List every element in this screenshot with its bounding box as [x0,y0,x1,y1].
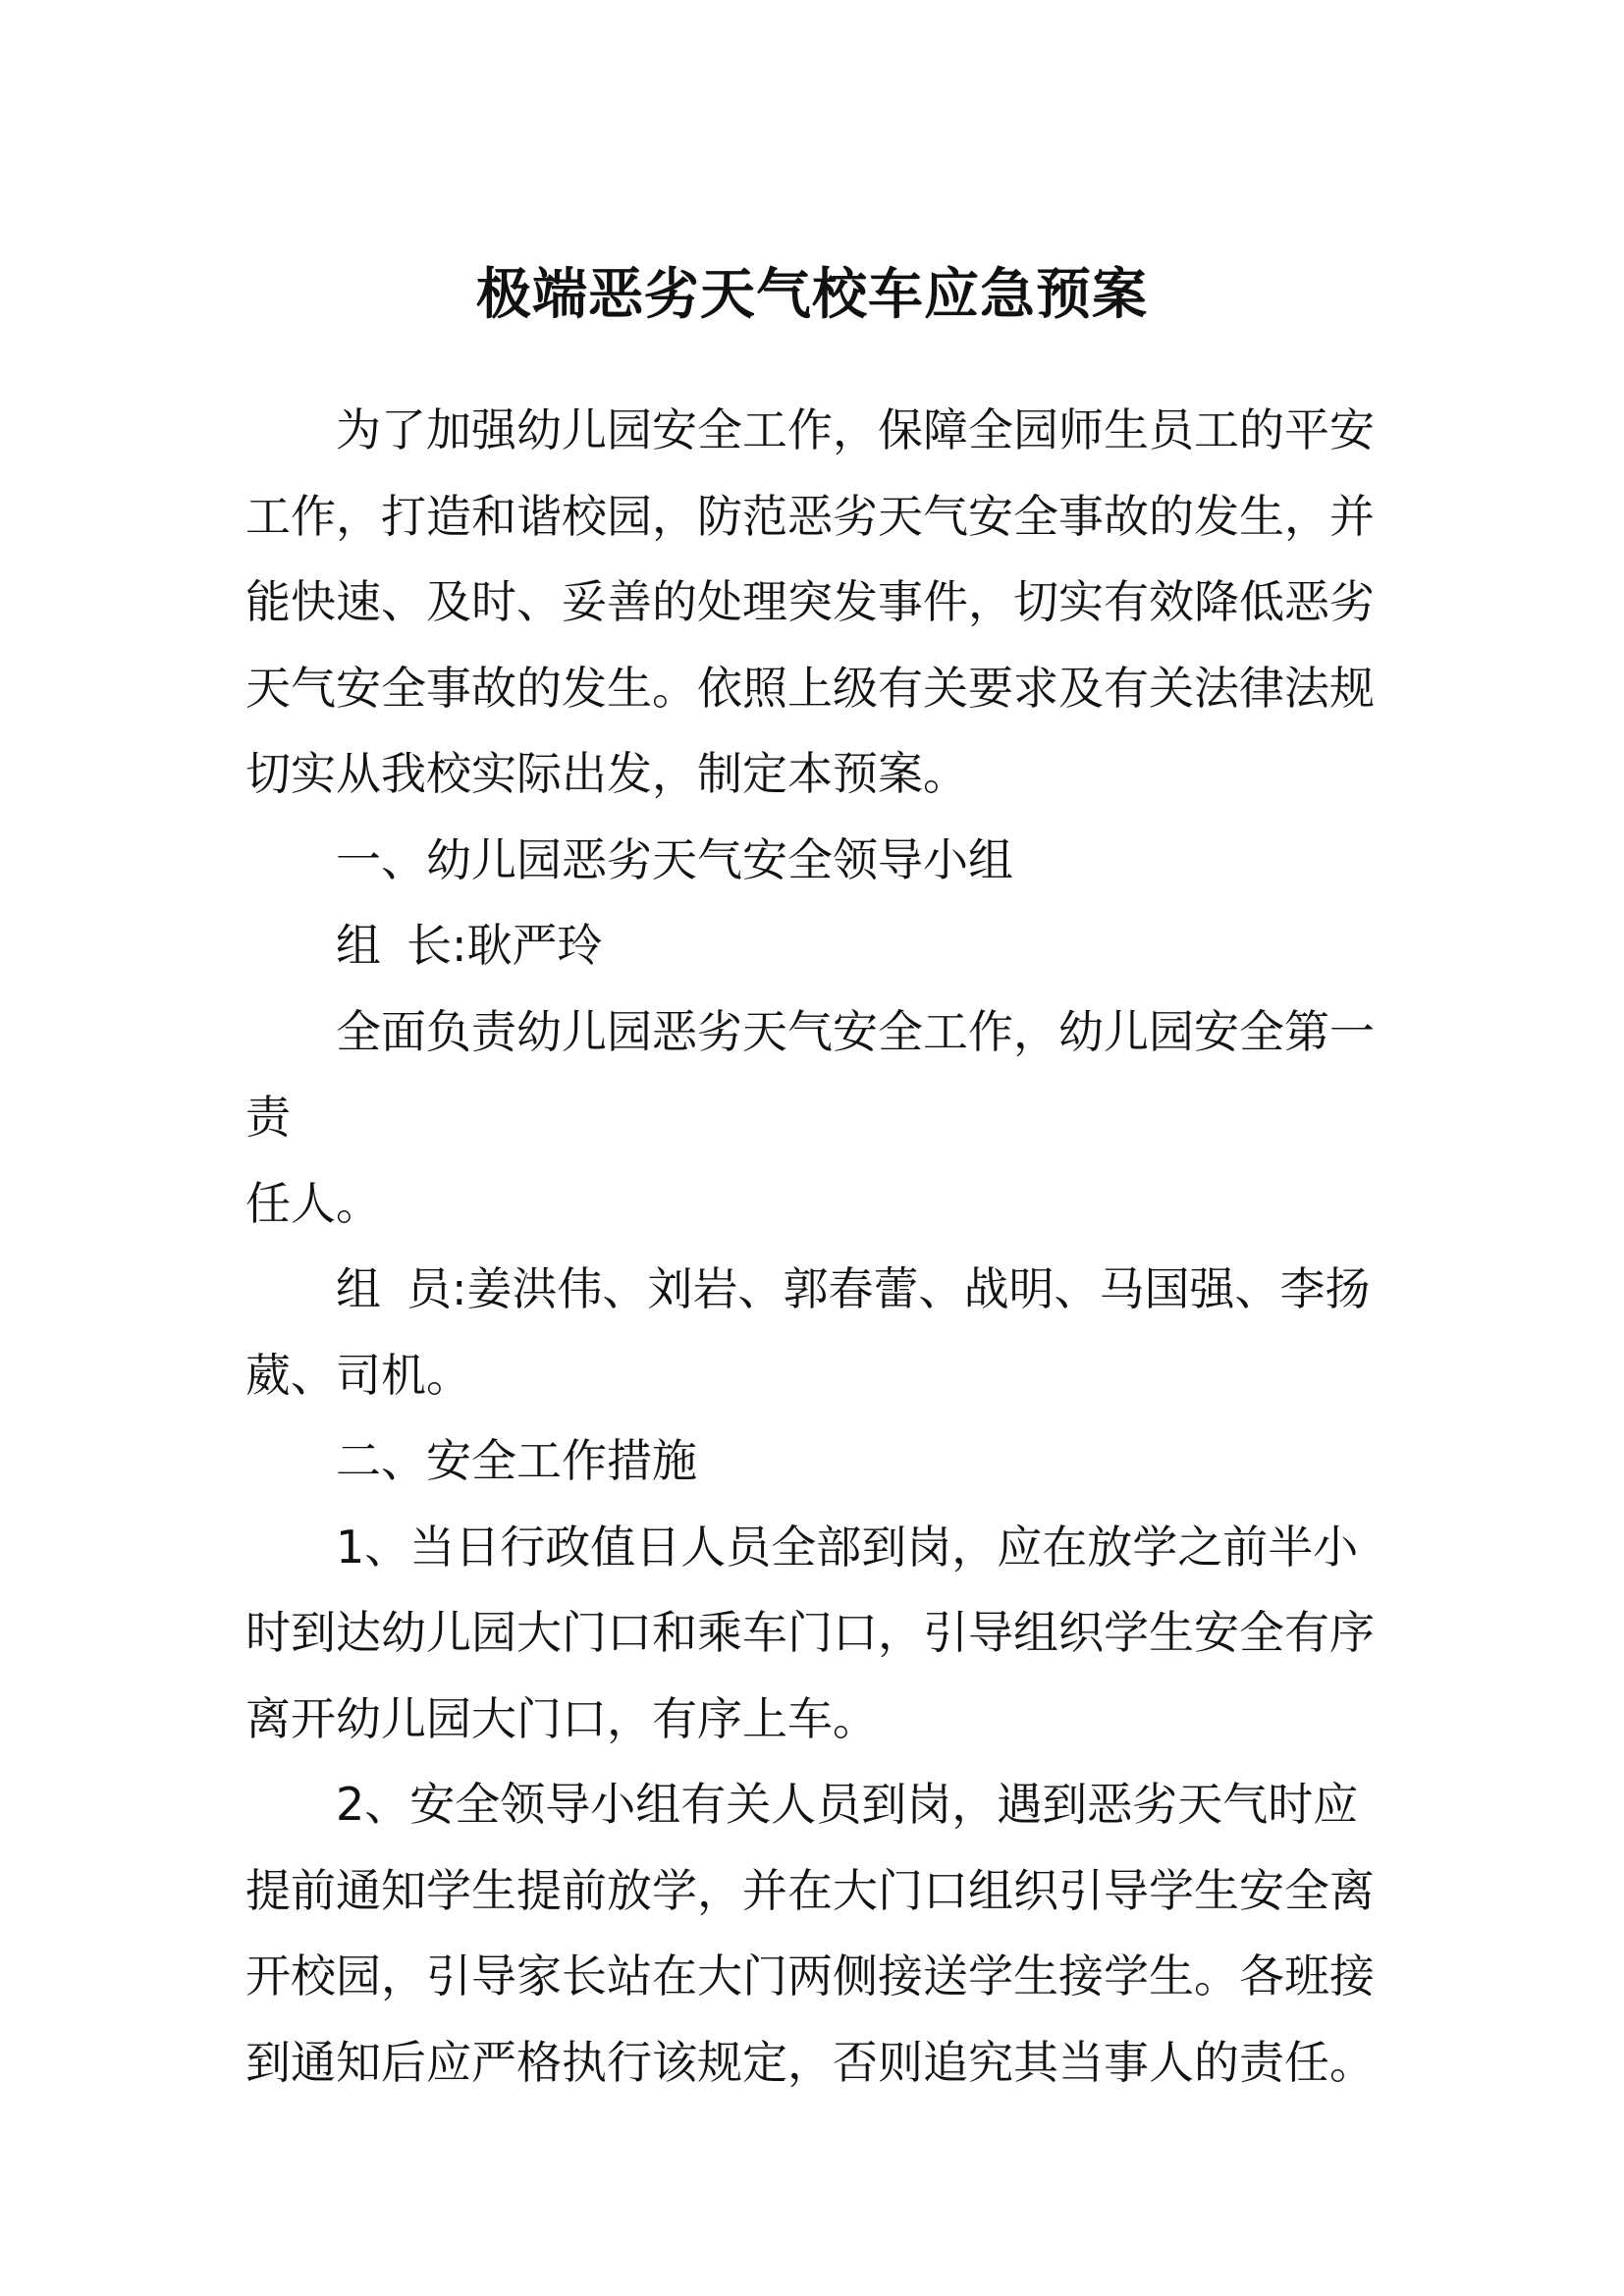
group-members-line [245,1247,1384,1418]
intro-paragraph: 为了加强幼儿园安全工作，保障全园师生员工的平安工作，打造和谐校园，防范恶劣天气安全事故的发生，并能快速、及时、妥善的处理突发事件，切实有效降低恶劣天气安全事故的发生。依照上级有关要求及有关法律法规切实从我校实际出发，制定本预案。 [245,403,1375,800]
measure-2-paragraph: 2、安全领导小组有关人员到岗，遇到恶劣天气时应提前通知学生提前放学，并在大门口组织引导学生安全离开校园，引导家长站在大门两侧接送学生接学生。各班接到通知后应严格执行该规定，否则追究其当事人的责任。 [245,1778,1375,2089]
group-leader-line [245,903,1384,989]
group-members-label: 组 [336,1262,381,1315]
group-leader-label: 组 [336,919,381,972]
group-leader-duty-line-2: 任人。 [245,1176,381,1230]
section-2-heading: 二、安全工作措施 [336,1434,697,1487]
document-body [245,388,1384,2106]
group-leader-duty-line-1: 全面负责幼儿园恶劣天气安全工作，幼儿园安全第一责 [245,1004,1375,1144]
group-leader-name: 长:耿严玲 [406,919,603,972]
group-members-names: 员:姜洪伟、刘岩、郭春蕾、战明、马国强、李扬葳、司机。 [245,1262,1371,1402]
measure-1-paragraph: 1、当日行政值日人员全部到岗，应在放学之前半小时到达幼儿园大门口和乘车门口，引导组织学生安全有序离开幼儿园大门口，有序上车。 [245,1520,1375,1745]
document-title: 极端恶劣天气校车应急预案 [476,261,1148,327]
section-1-heading: 一、幼儿园恶劣天气安全领导小组 [336,832,1013,886]
